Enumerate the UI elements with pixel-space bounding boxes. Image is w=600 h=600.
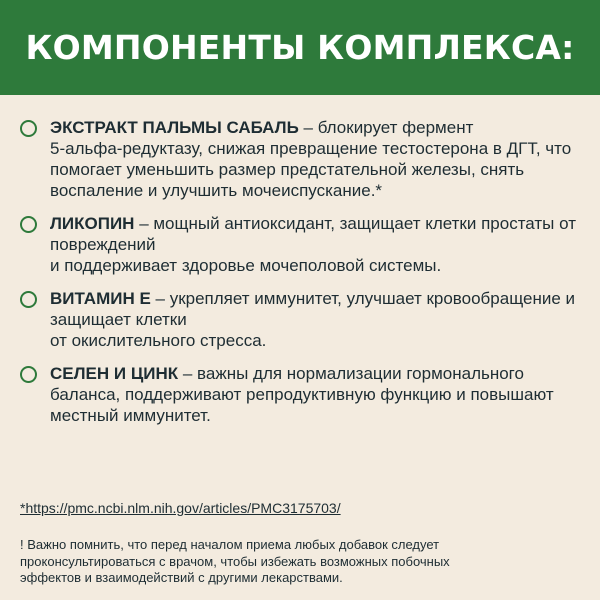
list-item-vitamin-e (20, 288, 585, 351)
circle-bullet-icon (20, 216, 37, 233)
disclaimer-text: ! Важно помнить, что перед началом приема любых добавок следует проконсультироваться с врачом, чтобы избежать возможных побочных эффектов и взаимодействий с другими лекарствами. (20, 537, 450, 585)
list-item-text (50, 363, 585, 426)
circle-bullet-icon (20, 291, 37, 308)
source-link[interactable]: *https://pmc.ncbi.nlm.nih.gov/articles/PMC3175703/ (20, 500, 341, 516)
component-description: – блокирует фермент 5-альфа-редуктазу, снижая превращение тестостерона в ДГТ, что помогает уменьшить размер предстательной железы, снять воспаление и улучшить мочеиспускание.* (50, 118, 572, 200)
list-item-selenium-zinc (20, 363, 585, 426)
component-description: – важны для нормализации гормонального баланса, поддерживают репродуктивную функцию и повышают местный иммунитет. (50, 364, 554, 425)
component-description: – укрепляет иммунитет, улучшает кровообращение и защищает клетки от окислительного стресса. (50, 289, 576, 350)
component-name: ЛИКОПИН (50, 214, 135, 233)
component-name: ЭКСТРАКТ ПАЛЬМЫ САБАЛЬ (50, 118, 299, 137)
page-title: КОМПОНЕНТЫ КОМПЛЕКСА: (25, 28, 575, 67)
component-name: СЕЛЕН И ЦИНК (50, 364, 179, 383)
component-name: ВИТАМИН Е (50, 289, 151, 308)
circle-bullet-icon (20, 366, 37, 383)
title-banner (0, 0, 600, 95)
list-item-text (50, 288, 585, 351)
circle-bullet-icon (20, 120, 37, 137)
list-item-text (50, 213, 585, 276)
components-list (20, 117, 585, 426)
list-item-text (50, 117, 585, 201)
list-item-saw-palmetto (20, 117, 585, 201)
list-item-lycopene (20, 213, 585, 276)
component-description: – мощный антиоксидант, защищает клетки простаты от повреждений и поддерживает здоровье мочеполовой системы. (50, 214, 576, 275)
